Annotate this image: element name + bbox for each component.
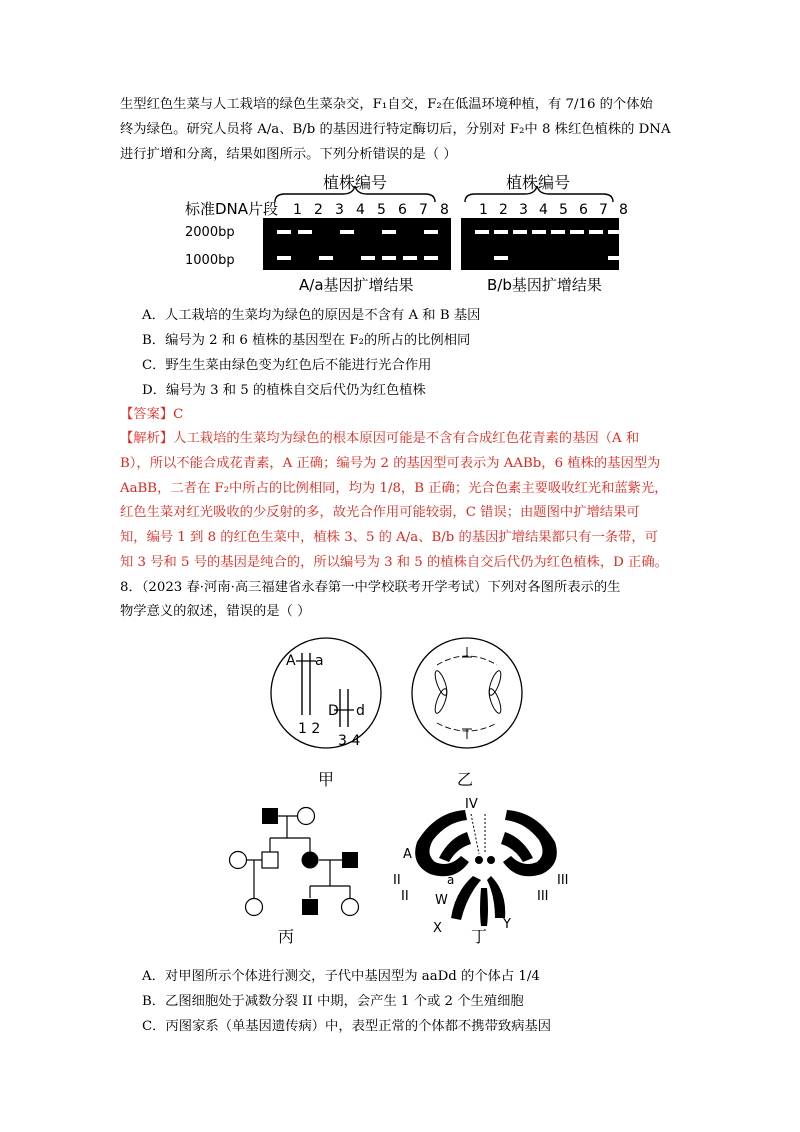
gel-lane-number: 7 [599,202,608,218]
gel-band [608,230,622,234]
pedigree-affected-male [262,808,278,824]
pedigree-affected-female [302,852,319,869]
q7-answer: 【答案】C [120,407,184,422]
gel-band [340,230,354,234]
q7-stem-line: 进行扩增和分离，结果如图所示。下列分析错误的是（ ） [120,147,457,162]
gel-lane-number: 5 [559,202,568,218]
q8-option-c: C．丙图家系（单基因遗传病）中，表型正常的个体都不携带致病基因 [142,1019,552,1034]
gel-panel-left [263,218,451,270]
figure-ding-chromosomes [395,792,585,947]
figure-ding-caption: 丁 [471,927,488,946]
gel-lane-number: 3 [519,202,528,218]
figure-jia-cell [268,635,388,795]
gel-lane-number: 8 [619,202,628,218]
gene-d-label: d [356,703,365,719]
label-Y: Y [503,917,511,932]
pedigree-normal-female [342,899,359,916]
gel-lane-numbers-right [479,202,628,218]
gel-band [424,230,438,234]
gel-plants-label-right: 植株编号 [506,173,571,192]
gel-lane-number: 4 [356,202,365,218]
gel-1000bp-label: 1000bp [185,253,235,268]
q8-option-a: A．对甲图所示个体进行测交，子代中基因型为 aaDd 的个体占 1/4 [142,969,540,984]
pedigree-affected-male [302,899,318,915]
gel-band [382,230,396,234]
label-III-right-2: III [537,889,549,904]
gel-band [403,256,417,260]
q8-stem-line: 物学意义的叙述，错误的是（ ） [120,604,311,619]
gel-lane-number: 7 [419,202,428,218]
gel-band [532,230,546,234]
gel-band [608,256,622,260]
gene-a-label: a [315,653,324,669]
gel-band [382,256,396,260]
gel-lane-number: 5 [377,202,386,218]
q7-analysis-line: 知，编号 1 到 8 的红色生菜中，植株 3、5 的 A/a、B/b 的基因扩增结果都只有一条带，可 [120,530,658,545]
q7-analysis-line: 知 3 号和 5 号的基因是纯合的，所以编号为 3 和 5 的植株自交后代仍为红色植株，D 正确。 [120,555,668,570]
q7-stem-line: 终为绿色。研究人员将 A/a、B/b 的基因进行特定酶切后，分别对 F₂中 8 株红色植株的 DNA [120,122,671,137]
gel-lane-number: 1 [293,202,302,218]
gel-band [277,230,291,234]
gel-band [570,230,584,234]
q7-analysis-line: AaBB，二者在 F₂中所占的比例相同，均为 1/8，B 正确；光合色素主要吸收红光和蓝紫光， [120,481,668,496]
gel-lane-number: 6 [398,202,407,218]
gel-band [277,256,291,260]
gel-electrophoresis-figure [185,168,628,298]
label-II-left-2: II [401,889,409,904]
label-II-left: II [393,873,401,888]
pedigree-affected-male [342,852,358,868]
gel-band [361,256,375,260]
label-III-right: III [557,873,569,888]
q7-analysis-line: 红色生菜对红光吸收的少反射的多，故光合作用可能较弱，C 错误；由题图中扩增结果可 [120,505,640,520]
gel-lane-number: 3 [335,202,344,218]
q7-option-a: A．人工栽培的生菜均为绿色的原因是不含有 A 和 B 基因 [142,308,481,323]
gel-lane-numbers-left [293,202,449,218]
gel-band [551,230,565,234]
pedigree-normal-female [298,808,315,825]
label-A: A [403,847,412,862]
gel-band [475,230,489,234]
q8-stem-line: 8．（2023 春·河南·高三福建省永春第一中学校联考开学考试）下列对各图所表示的生 [120,580,621,595]
gel-marker-label: 标准DNA片段 [185,200,279,218]
gel-panel-right [461,218,619,270]
pedigree-normal-female [230,852,247,869]
gel-band [513,230,527,234]
q7-option-d: D．编号为 3 和 5 的植株自交后代仍为红色植株 [142,383,426,398]
figure-jia-caption: 甲 [318,770,335,789]
label-a: a [447,873,455,887]
gene-A-label: A [286,653,296,669]
gel-band [494,256,508,260]
chromosome-X [451,876,481,920]
gel-caption-right: B/b基因扩增结果 [487,276,602,294]
q7-stem-line: 生型红色生菜与人工栽培的绿色生菜杂交，F₁自交，F₂在低温环境种植，有 7/16 的个体始 [120,97,653,112]
gel-2000bp-label: 2000bp [185,225,235,240]
gel-plants-label-left: 植株编号 [323,173,388,192]
q7-option-b: B．编号为 2 和 6 植株的基因型在 F₂的所占的比例相同 [142,333,471,348]
pedigree-normal-female [246,899,263,916]
gel-lane-number: 4 [539,202,548,218]
chromosome-numbers-12: 1 2 [298,721,321,737]
figure-yi-cell [407,635,527,795]
label-IV: IV [465,797,478,812]
gel-lane-number: 1 [479,202,488,218]
gel-caption-left: A/a基因扩增结果 [299,276,414,294]
q7-option-c: C．野生生菜由绿色变为红色后不能进行光合作用 [142,358,432,373]
pedigree-normal-male [262,852,278,868]
figure-bing-caption: 丙 [278,927,295,946]
gel-band [494,230,508,234]
gel-lane-number: 6 [579,202,588,218]
chromosome-pair-right [487,669,503,714]
q7-analysis-line: 【解析】人工栽培的生菜均为绿色的根本原因可能是不含有合成红色花青素的基因（A 和 [120,431,640,446]
label-W: W [435,893,448,908]
chromosome-pair-left [433,669,449,714]
figure-yi-caption: 乙 [457,770,474,789]
gel-band [589,230,603,234]
gene-D-label: D [328,703,339,719]
figure-bing-pedigree [220,800,370,955]
label-X: X [433,921,442,936]
gel-lane-number: 2 [314,202,323,218]
q8-option-b: B．乙图细胞处于减数分裂 II 中期，会产生 1 个或 2 个生殖细胞 [142,994,524,1009]
gel-band [298,230,312,234]
chromosome-Y [487,876,505,918]
gel-lane-number: 2 [499,202,508,218]
chromosome-numbers-34: 3 4 [338,733,361,749]
gel-band [319,256,333,260]
gel-band [424,256,438,260]
gel-lane-number: 8 [440,202,449,218]
q7-analysis-line: B），所以不能合成花青素，A 正确；编号为 2 的基因型可表示为 AABb，6 植株的基因型为 [120,456,661,471]
